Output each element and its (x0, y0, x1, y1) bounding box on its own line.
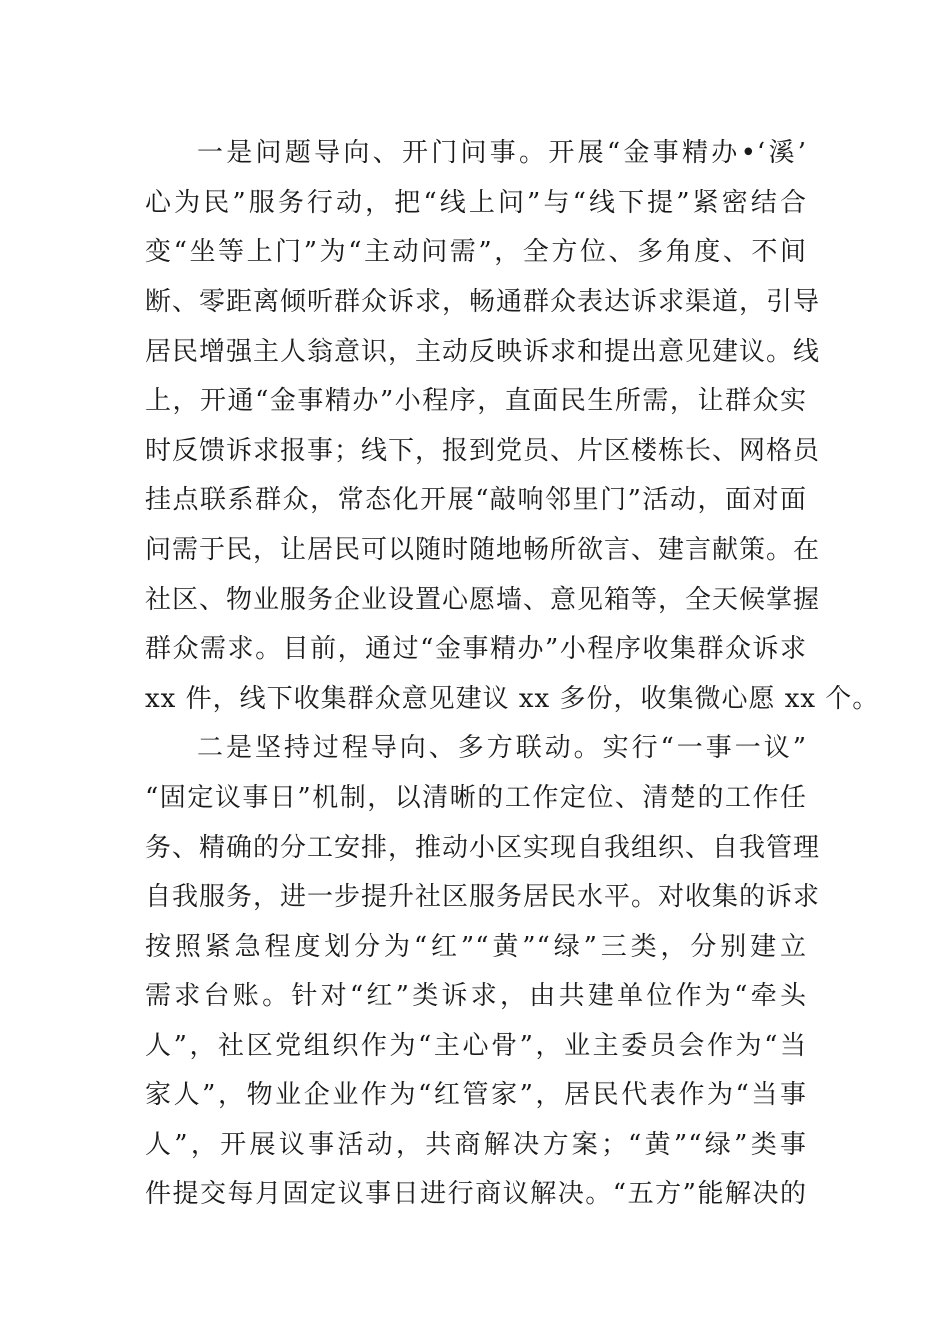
paragraph-2-line-7: 人”，社区党组织作为“主心骨”，业主委员会作为“当 (145, 1031, 807, 1061)
paragraph-1-line-3: 变“坐等上门”为“主动问需”，全方位、多角度、不间 (145, 237, 807, 267)
paragraph-1-line-5: 居民增强主人翁意识，主动反映诉求和提出意见建议。线 (145, 337, 821, 367)
paragraph-1-line-11: 群众需求。目前，通过“金事精办”小程序收集群众诉求 (145, 634, 807, 664)
paragraph-2-line-2: “固定议事日”机制，以清晰的工作定位、清楚的工作任 (145, 783, 807, 813)
paragraph-1-line-6: 上，开通“金事精办”小程序，直面民生所需，让群众实 (145, 386, 807, 416)
paragraph-1-line-2: 心为民”服务行动，把“线上问”与“线下提”紧密结合 (145, 188, 807, 218)
paragraph-1-line-1: 一是问题导向、开门问事。开展“金事精办•‘溪’ (197, 138, 807, 168)
paragraph-2-line-1: 二是坚持过程导向、多方联动。实行“一事一议” (197, 733, 807, 763)
paragraph-1-line-9: 问需于民，让居民可以随时随地畅所欲言、建言献策。在 (145, 535, 821, 565)
paragraph-2-line-4: 自我服务，进一步提升社区服务居民水平。对收集的诉求 (145, 882, 821, 912)
paragraph-2-line-3: 务、精确的分工安排，推动小区实现自我组织、自我管理 (145, 833, 821, 863)
paragraph-1-line-8: 挂点联系群众，常态化开展“敲响邻里门”活动，面对面 (145, 485, 807, 515)
paragraph-1-line-7: 时反馈诉求报事；线下，报到党员、片区楼栋长、网格员 (145, 436, 821, 466)
paragraph-2-line-9: 人”，开展议事活动，共商解决方案；“黄”“绿”类事 (145, 1130, 807, 1160)
paragraph-2-line-10: 件提交每月固定议事日进行商议解决。“五方”能解决的 (145, 1179, 807, 1209)
paragraph-2-line-8: 家人”，物业企业作为“红管家”，居民代表作为“当事 (145, 1080, 807, 1110)
paragraph-1-line-12: xx 件，线下收集群众意见建议 xx 多份，收集微心愿 xx 个。 (145, 684, 880, 714)
paragraph-2-line-6: 需求台账。针对“红”类诉求，由共建单位作为“牵头 (145, 981, 807, 1011)
paragraph-1-line-4: 断、零距离倾听群众诉求，畅通群众表达诉求渠道，引导 (145, 287, 821, 317)
paragraph-1-line-10: 社区、物业服务企业设置心愿墙、意见箱等，全天候掌握 (145, 585, 821, 615)
paragraph-2-line-5: 按照紧急程度划分为“红”“黄”“绿”三类，分别建立 (145, 932, 807, 962)
